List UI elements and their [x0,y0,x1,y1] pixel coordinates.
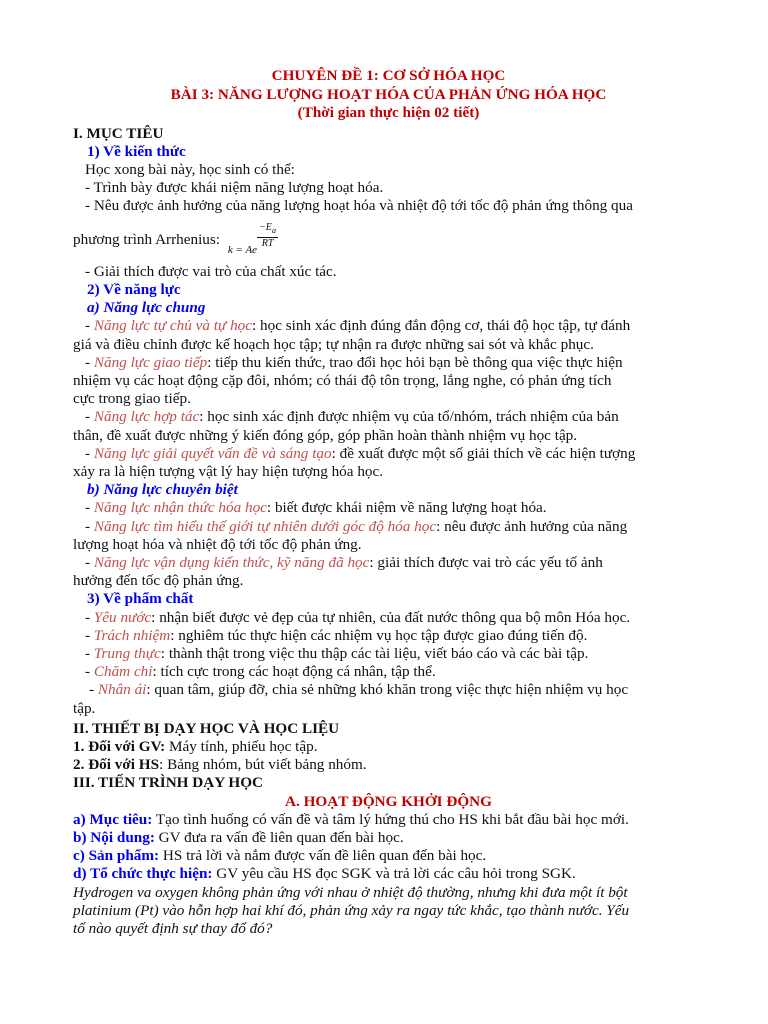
competence-item: - Năng lực giải quyết vấn đề và sáng tạo: đề xuất được một số giải thích về các hiện tượng [85,444,636,462]
activity-content: b) Nội dung: GV đưa ra vấn đề liên quan đến bài học. [73,829,404,847]
section-equipment-heading: II. THIẾT BỊ DẠY HỌC VÀ HỌC LIỆU [73,719,340,737]
competence-heading: 2) Về năng lực [87,280,181,298]
competence-item: - Năng lực vận dụng kiến thức, kỹ năng đã học: giải thích được vai trò các yếu tố ảnh [85,553,603,571]
duration-note: (Thời gian thực hiện 02 tiết) [297,104,480,121]
arrhenius-formula: k = Ae $\frac{-E_a}{RT}$ [227,221,277,256]
quality-cont: tập. [73,699,96,717]
competence-cont: xảy ra là hiện tượng vật lý hay hiện tượng hóa học. [73,462,384,480]
quality-item: - Nhân ái: quan tâm, giúp đỡ, chia sẻ những khó khăn trong việc thực hiện nhiệm vụ học [89,681,629,699]
competence-cont: lượng hoạt hóa và nhiệt độ tới tốc độ phản ứng. [73,535,362,553]
competence-cont: hưởng đến tốc độ phản ứng. [73,572,244,590]
activity-organization: d) Tổ chức thực hiện: GV yêu cầu HS đọc SGK và trả lời các câu hỏi trong SGK. [73,865,576,883]
quality-item: - Trách nhiệm: nghiêm túc thực hiện các nhiệm vụ học tập được giao đúng tiến độ. [85,626,588,644]
knowledge-item-2: - Nêu được ảnh hưởng của năng lượng hoạt hóa và nhiệt độ tới tốc độ phản ứng thông qua [85,197,633,215]
arrhenius-label: phương trình Arrhenius: [73,230,221,248]
arrhenius-line [73,216,704,263]
lesson-title: BÀI 3: NĂNG LƯỢNG HOẠT HÓA CỦA PHẢN ỨNG HÓA HỌC [170,85,607,103]
activity-goal: a) Mục tiêu: Tạo tình huống có vấn đề và tâm lý hứng thú cho HS khi bắt đầu bài học mới. [73,810,629,828]
qualities-heading: 3) Về phẩm chất [87,590,194,608]
knowledge-intro: Học xong bài này, học sinh có thể: [85,160,295,178]
quality-item: - Yêu nước: nhận biết được vẻ đẹp của tự nhiên, của đất nước thông qua bộ môn Hóa học. [85,608,631,626]
competence-item: - Năng lực hợp tác: học sinh xác định được nhiệm vụ của tổ/nhóm, trách nhiệm của bản [85,408,619,426]
knowledge-item-1: - Trình bày được khái niệm năng lượng hoạt hóa. [85,179,384,197]
section-process-heading: III. TIẾN TRÌNH DẠY HỌC [73,774,264,792]
activity-title: A. HOẠT ĐỘNG KHỞI ĐỘNG [285,792,492,810]
knowledge-heading: 1) Về kiến thức [87,142,186,160]
section-objectives-heading: I. MỤC TIÊU [73,124,164,142]
question-line: platinium (Pt) vào hỗn hợp hai khí đó, phản ứng xảy ra ngay tức khắc, tạo thành nước. Yếu [73,901,630,919]
competence-item: - Năng lực giao tiếp: tiếp thu kiến thức, trao đổi học hỏi bạn bè thông qua việc thực hiện [85,353,623,371]
question-line: tố nào quyết định sự thay đổ đó? [73,920,273,938]
competence-item: - Năng lực nhận thức hóa học: biết được khái niệm về năng lượng hoạt hóa. [85,499,547,517]
quality-item: - Trung thực: thành thật trong việc thu thập các tài liệu, viết báo cáo và các bài tập. [85,644,589,662]
competence-item: - Năng lực tìm hiểu thế giới tự nhiên dưới góc độ hóa học: nêu được ảnh hưởng của năng [85,517,628,535]
special-competence-heading: b) Năng lực chuyên biệt [87,481,238,499]
competence-cont: giá và điều chỉnh được kế hoạch học tập; tự nhận ra được những sai sót và khắc phục. [73,335,594,353]
competence-cont: cực trong giao tiếp. [73,390,191,408]
competence-cont: thân, đề xuất được những ý kiến đóng góp, góp phần hoàn thành nhiệm vụ học tập. [73,426,578,444]
competence-item: - Năng lực tự chủ và tự học: học sinh xác định đúng đắn động cơ, thái độ học tập, tự đánh [85,317,631,335]
topic-title: CHUYÊN ĐỀ 1: CƠ SỞ HÓA HỌC [271,67,506,84]
activity-product: c) Sản phẩm: HS trả lời và nắm được vấn đề liên quan đến bài học. [73,847,487,865]
knowledge-item-3: - Giải thích được vai trò của chất xúc tác. [85,262,337,280]
competence-cont: nhiệm vụ các hoạt động cặp đôi, nhóm; có thái độ tôn trọng, lắng nghe, có phản ứng tích [73,371,612,389]
quality-item: - Chăm chỉ: tích cực trong các hoạt động cá nhân, tập thể. [85,663,436,681]
general-competence-heading: a) Năng lực chung [87,299,206,317]
equipment-gv: 1. Đối với GV: Máy tính, phiếu học tập. [73,738,318,755]
equipment-hs: 2. Đối với HS: Bảng nhóm, bút viết bảng nhóm. [73,756,367,774]
question-line: Hydrogen va oxygen không phản ứng với nhau ở nhiệt độ thường, nhưng khi đưa một ít bột [73,883,628,901]
